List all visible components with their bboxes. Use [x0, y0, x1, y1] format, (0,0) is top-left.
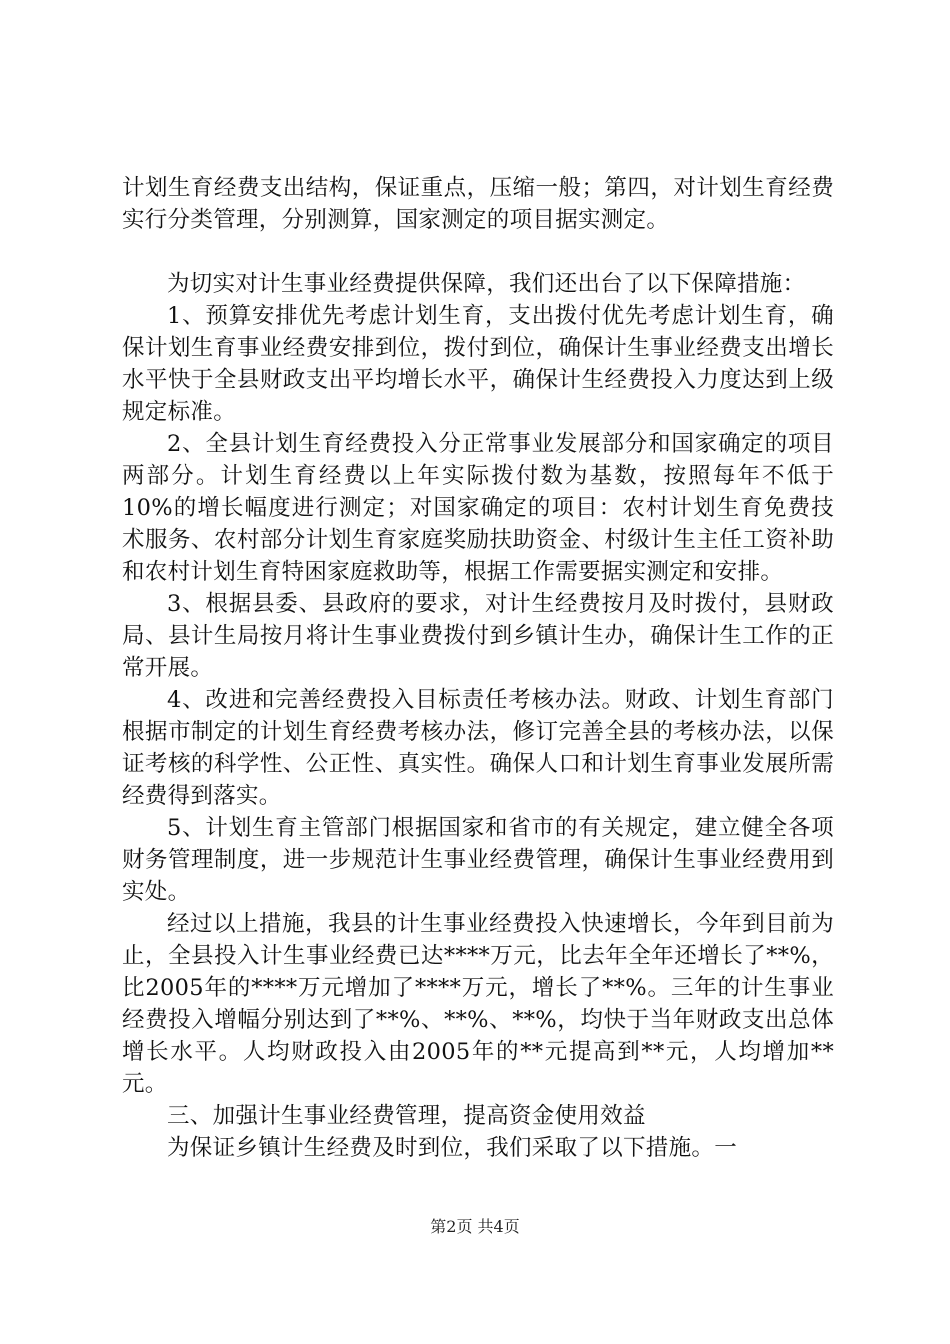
- paragraph-4: 2、全县计划生育经费投入分正常事业发展部分和国家确定的项目两部分。计划生育经费以上年实际拨付数为基数，按照每年不低于10%的增长幅度进行测定；对国家确定的项目：农村计划生育免费技术服务、农村部分计划生育家庭奖励扶助资金、村级计生主任工资补助和农村计划生育特困家庭救助等，根据工作需要据实测定和安排。: [122, 431, 834, 585]
- section-heading: 三、加强计生事业经费管理，提高资金使用效益: [167, 1103, 646, 1129]
- paragraph-7: 5、计划生育主管部门根据国家和省市的有关规定，建立健全各项财务管理制度，进一步规范计生事业经费管理，确保计生事业经费用到实处。: [122, 815, 834, 905]
- paragraph-1: 计划生育经费支出结构，保证重点，压缩一般；第四，对计划生育经费实行分类管理，分别测算，国家测定的项目据实测定。: [122, 175, 834, 233]
- paragraph-8: 经过以上措施，我县的计生事业经费投入快速增长，今年到目前为止，全县投入计生事业经费已达****万元，比去年全年还增长了**%，比2005年的****万元增加了****万元，增长了**%。三年的计生事业经费投入增幅分别达到了**%、**%、**%，均快于当年财政支出总体增长水平。人均财政投入由2005年的**元提高到**元，人均增加**元。: [122, 911, 834, 1097]
- page-number: 第2页 共4页: [430, 1217, 520, 1236]
- paragraph-2: 为切实对计生事业经费提供保障，我们还出台了以下保障措施：: [167, 271, 806, 297]
- paragraph-9: 为保证乡镇计生经费及时到位，我们采取了以下措施。一: [167, 1135, 738, 1161]
- paragraph-3: 1、预算安排优先考虑计划生育，支出拨付优先考虑计划生育，确保计划生育事业经费安排到位，拨付到位，确保计生事业经费支出增长水平快于全县财政支出平均增长水平，确保计生经费投入力度达到上级规定标准。: [122, 303, 834, 425]
- document-body: [122, 172, 834, 1164]
- paragraph-6: 4、改进和完善经费投入目标责任考核办法。财政、计划生育部门根据市制定的计划生育经费考核办法，修订完善全县的考核办法，以保证考核的科学性、公正性、真实性。确保人口和计划生育事业发展所需经费得到落实。: [122, 687, 834, 809]
- paragraph-5: 3、根据县委、县政府的要求，对计生经费按月及时拨付，县财政局、县计生局按月将计生事业费拨付到乡镇计生办，确保计生工作的正常开展。: [122, 591, 834, 681]
